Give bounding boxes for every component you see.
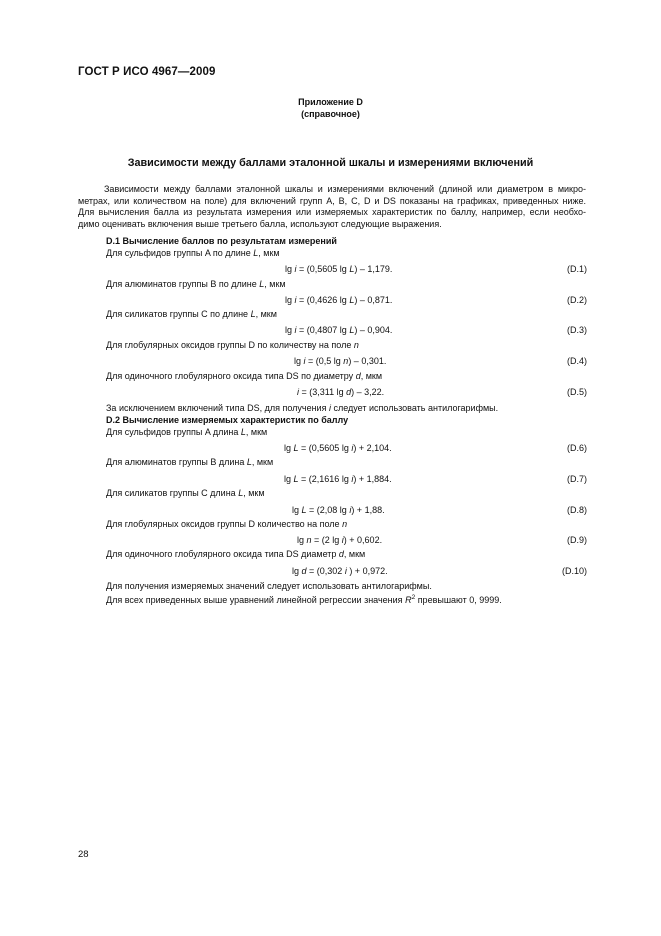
formula: lg i = (0,5 lg n) – 0,301. [294,356,387,366]
formula-number: (D.10) [561,566,587,576]
formula-number: (D.2) [567,295,587,305]
formula: lg d = (0,302 i ) + 0,972. [292,566,388,576]
appendix-subtitle: (справочное) [301,109,360,119]
standard-header: ГОСТ Р ИСО 4967—2009 [78,66,216,78]
formula: lg i = (0,4807 lg L) – 0,904. [285,325,393,335]
intro-paragraph [78,184,586,230]
section-d2-title: D.2 Вычисление измеряемых характеристик по баллу [106,415,349,425]
intro-line: Для вычисления балла из результата измерения или измеряемых характеристик по баллу, например, если необхо- [78,207,586,217]
formula-label: Для одиночного глобулярного оксида типа DS диаметр d, мкм [106,549,366,559]
formula: lg n = (2 lg i) + 0,602. [297,535,383,545]
intro-line: метрах, или количеством на поле) для включений групп A, B, C, D и DS показаны на графиках, приведенных ниже. [78,195,586,206]
formula-label: Для силикатов группы C по длине L, мкм [106,309,277,319]
section-d1-title: D.1 Вычисление баллов по результатам измерений [106,236,337,246]
appendix-title: Приложение D [298,97,363,107]
formula: lg i = (0,5605 lg L) – 1,179. [285,264,393,274]
formula: lg L = (2,08 lg i) + 1,88. [292,505,385,515]
intro-line: димо оценивать включения выше третьего балла, используют следующие выражения. [78,218,442,229]
formula-number: (D.6) [567,443,587,453]
formula-label: Для одиночного глобулярного оксида типа DS по диаметру d, мкм [106,371,383,381]
regression-note: Для всех приведенных выше уравнений линейной регрессии значения $R^2$ превышают 0, 9999. [106,594,502,605]
formula-number: (D.7) [567,474,587,484]
formula-label: Для силикатов группы C длина L, мкм [106,488,265,498]
formula-number: (D.8) [567,505,587,515]
formula-label: Для алюминатов группы B по длине L, мкм [106,279,286,289]
section-d1-note: За исключением включений типа DS, для получения i следует использовать антилогарифмы. [106,403,499,413]
formula-number: (D.1) [567,264,587,274]
formula: lg i = (0,4626 lg L) – 0,871. [285,295,393,305]
formula-number: (D.3) [567,325,587,335]
formula-label: Для глобулярных оксидов группы D количество на поле n [106,519,348,529]
intro-line: Зависимости между баллами эталонной шкалы и измерениями включений (длиной или диаметром в микро- [104,184,586,194]
page-heading: Зависимости между баллами эталонной шкалы и измерениями включений [127,157,534,169]
section-d2-note: Для получения измеряемых значений следует использовать антилогарифмы. [106,581,432,591]
page-number: 28 [78,849,89,860]
formula-label: Для глобулярных оксидов группы D по количеству на поле n [106,340,359,350]
formula: lg L = (0,5605 lg i) + 2,104. [284,443,392,453]
formula-number: (D.9) [567,535,587,545]
formula-label: Для сульфидов группы A длина L, мкм [106,427,268,437]
formula: lg L = (2,1616 lg i) + 1,884. [284,474,392,484]
formula-number: (D.4) [567,356,587,366]
formula: i = (3,311 lg d) – 3,22. [297,387,385,397]
formula-label: Для алюминатов группы B длина L, мкм [106,457,274,467]
formula-number: (D.5) [567,387,587,397]
formula-label: Для сульфидов группы A по длине L, мкм [106,248,280,258]
